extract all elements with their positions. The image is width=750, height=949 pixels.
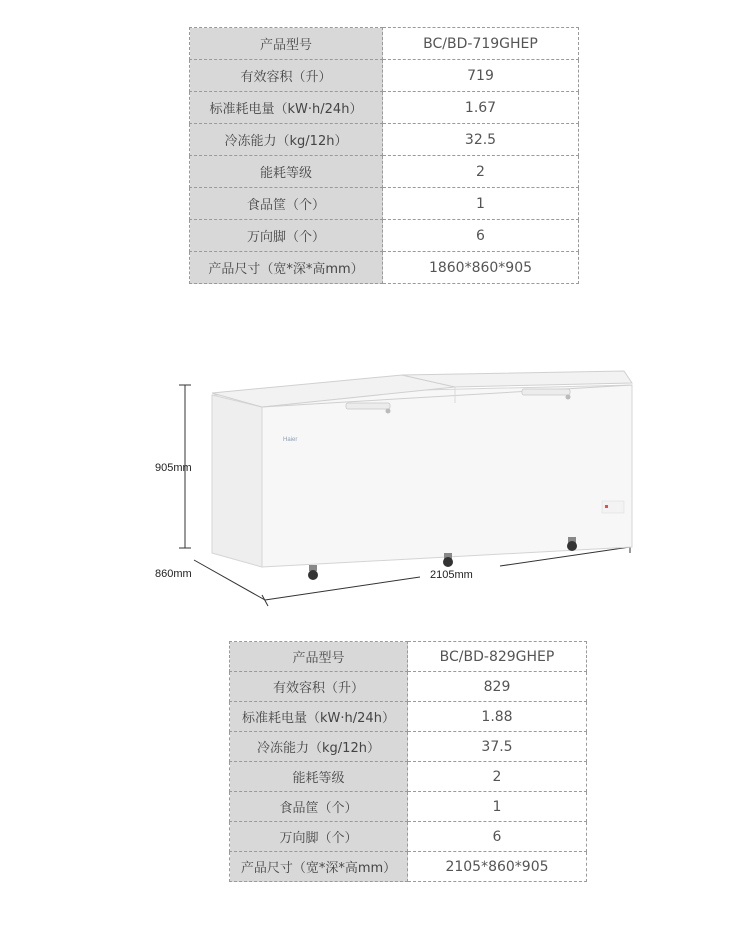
spec-label: 标准耗电量（kW·h/24h）	[230, 702, 408, 732]
table-row	[230, 822, 587, 852]
table-row	[230, 732, 587, 762]
spec-value: BC/BD-719GHEP	[383, 28, 579, 60]
spec-label: 产品尺寸（宽*深*高mm）	[230, 852, 408, 882]
spec-value: 37.5	[408, 732, 587, 762]
table-row	[190, 156, 579, 188]
lock-icon	[386, 409, 391, 414]
spec-label: 食品筐（个）	[230, 792, 408, 822]
lock-icon	[566, 395, 571, 400]
spec-table-719	[189, 27, 579, 284]
right-handle	[522, 389, 570, 395]
left-handle	[346, 403, 390, 409]
depth-dimension	[194, 560, 268, 606]
caster-wheel	[443, 553, 453, 567]
table-row	[230, 852, 587, 882]
spec-value: 6	[383, 220, 579, 252]
spec-label: 万向脚（个）	[190, 220, 383, 252]
spec-label: 冷冻能力（kg/12h）	[190, 124, 383, 156]
spec-label: 产品尺寸（宽*深*高mm）	[190, 252, 383, 284]
depth-label: 860mm	[155, 568, 192, 580]
spec-value: 1.88	[408, 702, 587, 732]
table-row	[190, 188, 579, 220]
table-row	[230, 642, 587, 672]
table-row	[190, 252, 579, 284]
spec-value: 32.5	[383, 124, 579, 156]
spec-table-829	[229, 641, 587, 882]
height-label: 905mm	[155, 462, 192, 474]
spec-value: 1.67	[383, 92, 579, 124]
width-label: 2105mm	[430, 569, 473, 581]
spec-value: 2105*860*905	[408, 852, 587, 882]
spec-value: 1	[383, 188, 579, 220]
caster-wheel	[308, 565, 318, 580]
spec-label: 有效容积（升）	[190, 60, 383, 92]
spec-label: 产品型号	[190, 28, 383, 60]
spec-label: 食品筐（个）	[190, 188, 383, 220]
spec-label: 万向脚（个）	[230, 822, 408, 852]
spec-label: 能耗等级	[190, 156, 383, 188]
table-row	[230, 702, 587, 732]
table-row	[190, 92, 579, 124]
table-row	[230, 672, 587, 702]
spec-value: 719	[383, 60, 579, 92]
table-row	[190, 60, 579, 92]
spec-value: 1	[408, 792, 587, 822]
spec-label: 冷冻能力（kg/12h）	[230, 732, 408, 762]
brand-logo: Haier	[283, 437, 298, 443]
spec-value: 1860*860*905	[383, 252, 579, 284]
spec-label: 能耗等级	[230, 762, 408, 792]
table-row	[230, 762, 587, 792]
spec-value: 6	[408, 822, 587, 852]
freezer-dimension-diagram	[150, 355, 650, 615]
spec-label: 标准耗电量（kW·h/24h）	[190, 92, 383, 124]
table-row	[190, 124, 579, 156]
spec-value: BC/BD-829GHEP	[408, 642, 587, 672]
table-row	[190, 220, 579, 252]
table-row	[190, 28, 579, 60]
spec-label: 有效容积（升）	[230, 672, 408, 702]
spec-label: 产品型号	[230, 642, 408, 672]
table-row	[230, 792, 587, 822]
spec-value: 2	[383, 156, 579, 188]
spec-value: 2	[408, 762, 587, 792]
freezer-body	[212, 371, 632, 580]
caster-wheel	[567, 537, 577, 551]
spec-value: 829	[408, 672, 587, 702]
